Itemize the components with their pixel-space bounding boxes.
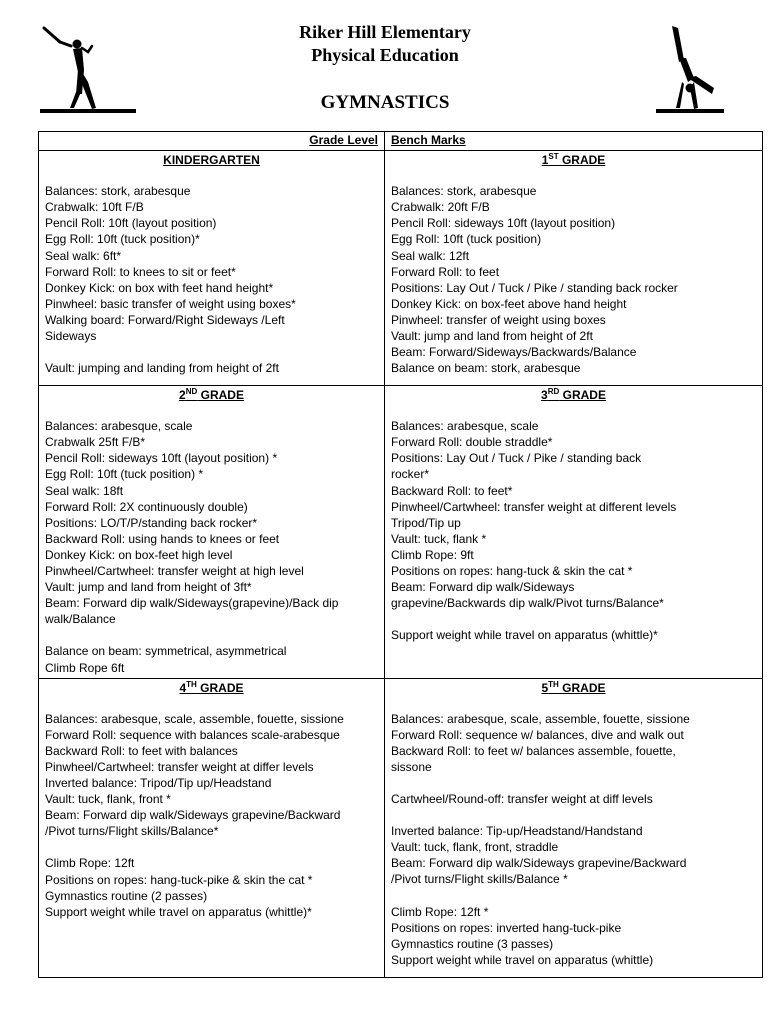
benchmark-item: Vault: tuck, flank * [391,531,487,546]
benchmark-item: Balances: stork, arabesque [45,184,191,199]
benchmark-item: Beam: Forward dip walk/Sideways(grapevine)/Back dip [45,596,339,611]
benchmark-list [391,711,756,968]
benchmark-item: Support weight while travel on apparatus (whittle) [391,952,654,967]
benchmark-item: Gymnastics routine (3 passes) [391,936,554,951]
benchmark-item: Forward Roll: sequence w/ balances, dive and walk out [391,727,684,742]
benchmark-item: Climb Rope: 12ft * [391,904,489,919]
document-title: GYMNASTICS [320,92,450,113]
department-name: Physical Education [311,45,459,65]
blank-line [45,839,378,855]
grade-title-3rd: 3RD GRADE [541,387,606,403]
benchmark-item: Climb Rope: 9ft [391,547,474,562]
blank-line [391,611,756,627]
benchmark-item: Backward Roll: to feet w/ balances assemble, fouette, [391,743,676,758]
benchmark-item: rocker* [391,467,430,482]
benchmark-item: grapevine/Backwards dip walk/Pivot turns/Balance* [391,596,664,611]
gymnast-backbend-figure-icon [654,22,726,114]
benchmark-item: Backward Roll: to feet with balances [45,743,238,758]
benchmark-list [391,183,756,376]
benchmark-item: Support weight while travel on apparatus (whittle)* [391,628,658,643]
benchmark-item: Balances: arabesque, scale [45,419,193,434]
grade-1-cell [385,151,763,386]
benchmark-item: Positions on ropes: inverted hang-tuck-pike [391,920,622,935]
benchmark-item: Backward Roll: to feet* [391,483,513,498]
table-row [39,386,763,679]
benchmark-item: Balances: arabesque, scale, assemble, fouette, sissione [391,711,690,726]
table-row [39,678,763,977]
kindergarten-cell [39,151,385,386]
benchmark-item: Seal walk: 6ft* [45,248,122,263]
grade-title-2nd: 2ND GRADE [179,387,244,403]
school-name: Riker Hill Elementary [299,22,471,42]
benchmark-item: Vault: tuck, flank, front, straddle [391,840,559,855]
benchmark-item: Beam: Forward/Sideways/Backwards/Balance [391,345,637,360]
benchmark-item: Beam: Forward dip walk/Sideways grapevine/Backward [45,808,341,823]
benchmark-item: Egg Roll: 10ft (tuck position) * [45,467,204,482]
benchmark-item: Sideways [45,329,97,344]
benchmark-item: Positions: Lay Out / Tuck / Pike / standing back rocker [391,280,678,295]
grade-2-cell [39,386,385,679]
benchmark-item: Pencil Roll: sideways 10ft (layout position) [391,216,616,231]
benchmark-item: Backward Roll: using hands to knees or feet [45,531,280,546]
benchmark-item: Cartwheel/Round-off: transfer weight at diff levels [391,792,653,807]
table-row [39,151,763,386]
benchmark-item: Support weight while travel on apparatus (whittle)* [45,904,312,919]
blank-line [391,775,756,791]
blank-line [45,627,378,643]
benchmark-item: Crabwalk: 10ft F/B [45,200,144,215]
benchmark-item: Beam: Forward dip walk/Sideways grapevine/Backward [391,856,687,871]
benchmark-item: Tripod/Tip up [391,515,461,530]
benchmark-item: /Pivot turns/Flight skills/Balance* [45,824,219,839]
grade-level-header: Grade Level [39,132,385,151]
benchmark-item: /Pivot turns/Flight skills/Balance * [391,872,568,887]
grade-title-4th: 4TH GRADE [179,679,244,695]
benchmark-item: Forward Roll: sequence with balances scale-arabesque [45,727,340,742]
grade-4-cell [39,678,385,977]
benchmark-item: Forward Roll: to knees to sit or feet* [45,264,236,279]
benchmark-item: Pencil Roll: sideways 10ft (layout position) * [45,451,278,466]
grade-5-cell [385,678,763,977]
benchmark-item: Positions: LO/T/P/standing back rocker* [45,515,258,530]
benchmark-item: Balances: arabesque, scale, assemble, fouette, sissione [45,711,344,726]
benchmark-item: Forward Roll: to feet [391,264,500,279]
blank-line [391,807,756,823]
benchmark-item: Pencil Roll: 10ft (layout position) [45,216,217,231]
benchmark-item: Seal walk: 18ft [45,483,124,498]
benchmark-item: Donkey Kick: on box-feet high level [45,547,233,562]
benchmark-item: sissone [391,759,432,774]
benchmark-item: Crabwalk 25ft F/B* [45,435,146,450]
benchmark-item: Positions: Lay Out / Tuck / Pike / standing back [391,451,642,466]
benchmark-item: Pinwheel/Cartwheel: transfer weight at different levels [391,499,677,514]
benchmark-item: Balance on beam: stork, arabesque [391,361,581,376]
benchmark-item: Climb Rope: 12ft [45,856,135,871]
grade-title-kindergarten: KINDERGARTEN [163,153,260,168]
benchmark-item: Seal walk: 12ft [391,248,470,263]
benchmark-item: Vault: jump and land from height of 2ft [391,329,593,344]
benchmark-item: Positions on ropes: hang-tuck & skin the cat * [391,564,633,579]
benchmark-item: Inverted balance: Tip-up/Headstand/Handstand [391,824,643,839]
benchmark-item: Vault: tuck, flank, front * [45,792,171,807]
table-header-row [39,132,763,151]
benchmark-item: Beam: Forward dip walk/Sideways [391,580,575,595]
benchmark-list [391,418,756,643]
benchmark-item: Pinwheel: transfer of weight using boxes [391,312,606,327]
benchmark-item: Balances: stork, arabesque [391,184,537,199]
benchmark-item: Positions on ropes: hang-tuck-pike & skin the cat * [45,872,313,887]
grade-title-1st: 1ST GRADE [541,152,606,168]
page-header [0,0,770,128]
benchmark-item: Climb Rope 6ft [45,660,125,675]
grade-title-5th: 5TH GRADE [541,679,606,695]
benchmark-item: Vault: jump and land from height of 3ft* [45,580,252,595]
benchmark-item: Crabwalk: 20ft F/B [391,200,490,215]
blank-line [391,888,756,904]
benchmark-item: Balances: arabesque, scale [391,419,539,434]
benchmark-item: Pinwheel/Cartwheel: transfer weight at high level [45,564,304,579]
benchmark-item: walk/Balance [45,612,116,627]
benchmark-item: Pinwheel: basic transfer of weight using boxes* [45,296,296,311]
benchmark-item: Pinwheel/Cartwheel: transfer weight at differ levels [45,759,314,774]
benchmark-item: Vault: jumping and landing from height of 2ft [45,361,279,376]
benchmarks-table [38,131,763,978]
benchmark-item: Walking board: Forward/Right Sideways /Left [45,312,285,327]
benchmark-list [45,418,378,675]
benchmark-list [45,183,378,376]
benchmark-item: Donkey Kick: on box-feet above hand height [391,296,627,311]
benchmark-item: Gymnastics routine (2 passes) [45,888,208,903]
benchmark-item: Forward Roll: double straddle* [391,435,553,450]
benchmark-list [45,711,378,920]
grade-3-cell [385,386,763,679]
benchmark-item: Donkey Kick: on box with feet hand height* [45,280,274,295]
bench-marks-header: Bench Marks [385,132,763,151]
benchmark-item: Egg Roll: 10ft (tuck position)* [45,232,200,247]
blank-line [45,344,378,360]
benchmark-item: Inverted balance: Tripod/Tip up/Headstand [45,776,272,791]
benchmark-item: Egg Roll: 10ft (tuck position) [391,232,542,247]
benchmark-item: Forward Roll: 2X continuously double) [45,499,248,514]
benchmark-item: Balance on beam: symmetrical, asymmetrical [45,644,287,659]
